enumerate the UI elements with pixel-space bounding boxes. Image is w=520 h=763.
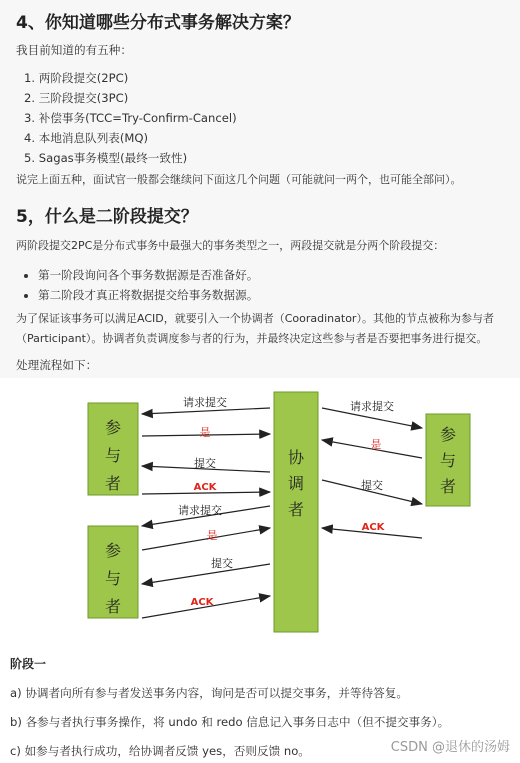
- participant-label: 与: [104, 569, 122, 588]
- list-item: 3. 补偿事务(TCC=Try-Confirm-Cancel): [24, 111, 237, 125]
- participant-label: 参: [104, 541, 122, 560]
- participant-label: 者: [104, 474, 122, 493]
- phase-title: 阶段一: [10, 657, 47, 671]
- participant-label: 参: [104, 418, 122, 437]
- text-2pc: 两阶段提交2PC是分布式事务中最强大的事务类型之一，两段提交就是分两个阶段提交：: [16, 239, 445, 252]
- arrow-label-yes: 是: [206, 529, 218, 542]
- coordinator-label: 调: [287, 474, 305, 493]
- 2pc-diagram: [0, 388, 520, 638]
- arrow-label-commit: 提交: [194, 457, 216, 470]
- text-flow: 处理流程如下：: [16, 358, 98, 372]
- participant-label: 者: [104, 597, 122, 616]
- text-acid: 为了保证该事务可以满足ACID，就要引入一个协调者（Cooradinator）。其他的节点被称为参与者（Participant）。协调者负责调度参与者的行为，并最终决定这些参与者是否要把事务进行提交。: [16, 312, 494, 345]
- participant-label: 者: [439, 477, 457, 496]
- arrow-label-yes: 是: [199, 426, 211, 439]
- phase-item: c) 如参与者执行成功，给协调者反馈 yes，否则反馈 no。: [10, 744, 310, 758]
- arrow-label-ack: ACK: [190, 597, 214, 608]
- arrow-label-request: 请求提交: [350, 400, 394, 413]
- arrow-label-ack: ACK: [361, 522, 385, 533]
- arrow-label-ack: ACK: [193, 482, 217, 493]
- solutions-list: [24, 68, 237, 168]
- participant-label: 参: [439, 425, 457, 444]
- watermark: CSDN @退休的汤姆: [390, 740, 510, 755]
- list-item: 5. Sagas事务模型(最终一致性): [24, 151, 188, 165]
- list-item: • 第一阶段询问各个事务数据源是否准备好。: [38, 265, 258, 285]
- arrow-label-request: 请求提交: [178, 504, 222, 517]
- list-item: • 第二阶段才真正将数据提交给事务数据源。: [38, 285, 258, 305]
- phase-item: b) 各参与者执行事务操作，将 undo 和 redo 信息记入事务日志中（但不提交事务）。: [10, 715, 450, 729]
- coordinator-label: 协: [287, 448, 305, 467]
- arrow-label-yes: 是: [370, 438, 382, 451]
- arrow-label-commit: 提交: [211, 557, 233, 570]
- phase-item: a) 协调者向所有参与者发送事务内容，询问是否可以提交事务，并等待答复。: [10, 686, 408, 700]
- arrow-label-request: 请求提交: [183, 396, 227, 409]
- arrow-label-commit: 提交: [361, 479, 383, 492]
- coordinator-label: 者: [287, 500, 305, 519]
- phase-bullets: [16, 265, 258, 305]
- list-item: 2. 三阶段提交(3PC): [24, 91, 129, 105]
- participant-label: 与: [439, 451, 457, 470]
- heading-2pc: 5，什么是二阶段提交？: [16, 207, 198, 227]
- list-item: 4. 本地消息队列表(MQ): [24, 131, 149, 145]
- list-item: 1. 两阶段提交(2PC): [24, 71, 129, 85]
- after-list-text: 说完上面五种，面试官一般都会继续问下面这几个问题（可能就问一两个，也可能全部问）。: [16, 173, 462, 186]
- intro-text: 我目前知道的有五种：: [16, 43, 132, 57]
- participant-label: 与: [104, 446, 122, 465]
- heading-solutions: 4、你知道哪些分布式事务解决方案？: [16, 13, 300, 33]
